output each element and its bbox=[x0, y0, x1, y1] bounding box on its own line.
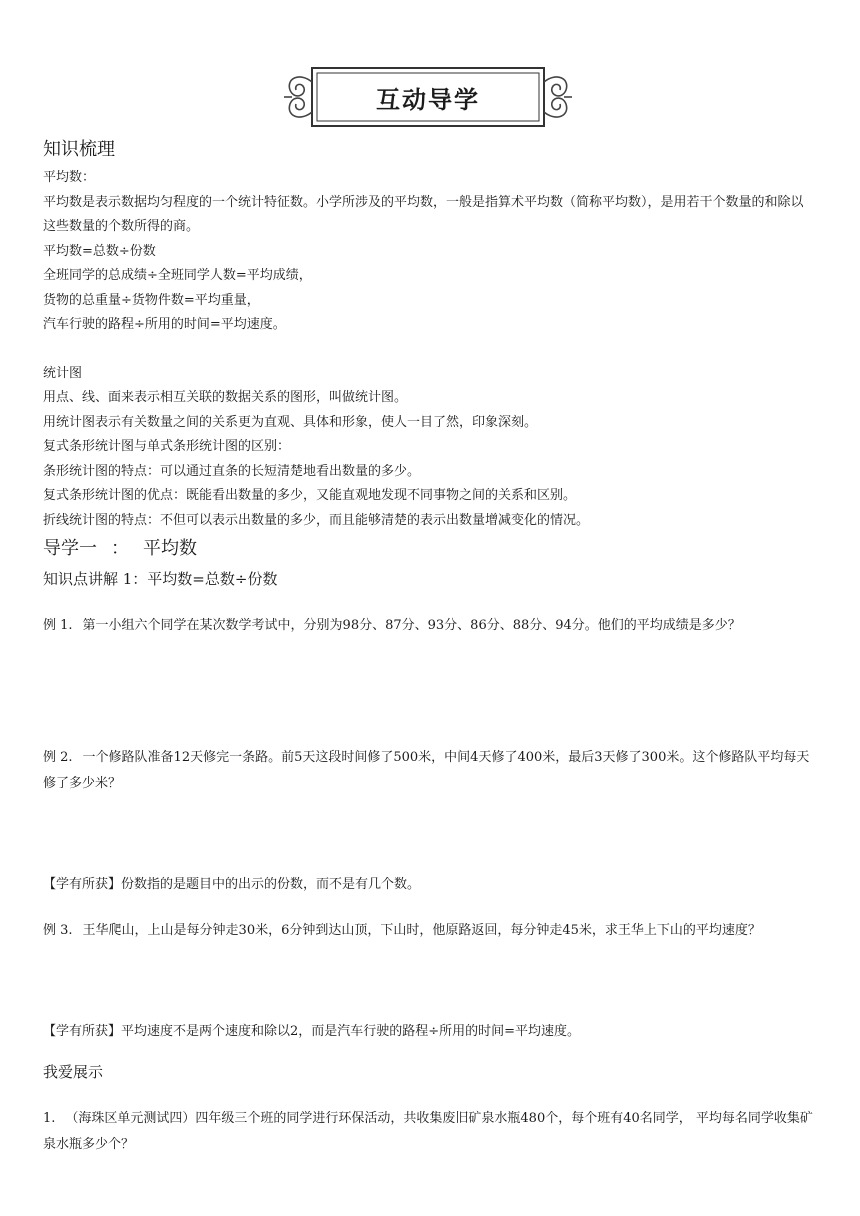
knowledge-line: 汽车行驶的路程÷所用的时间=平均速度。 bbox=[43, 317, 286, 332]
question-label: 1. bbox=[43, 1111, 56, 1126]
chart-line: 用统计图表示有关数量之间的关系更为直观、具体和形象，使人一目了然，印象深刻。 bbox=[43, 414, 538, 430]
example-2 bbox=[43, 745, 813, 797]
knowledge-point: 知识点讲解 1：平均数=总数÷份数 bbox=[43, 570, 278, 588]
guide-heading bbox=[43, 535, 813, 563]
knowledge-line: 平均数是表示数据均匀程度的一个统计特征数。小学所涉及的平均数，一般是指算术平均数（简称平均数），是用若干个数量的和除以这些数量的个数所得的商。 bbox=[43, 194, 804, 234]
example-text: 王华爬山，上山是每分钟走30米，6分钟到达山顶，下山时，他原路返回，每分钟走45米，求王华上下山的平均速度？ bbox=[82, 922, 761, 938]
answer-space bbox=[43, 639, 813, 725]
answer-space bbox=[43, 944, 813, 1014]
example-text: 第一小组六个同学在某次数学考试中，分别为98分、87分、93分、86分、88分、94分。他们的平均成绩是多少？ bbox=[82, 618, 741, 633]
knowledge-line: 货物的总重量÷货物件数=平均重量， bbox=[43, 292, 260, 308]
chart-line: 统计图 bbox=[43, 365, 83, 381]
chart-line: 用点、线、面来表示相互关联的数据关系的图形，叫做统计图。 bbox=[43, 390, 408, 405]
banner-title: 互动导学 bbox=[376, 86, 480, 114]
chart-line: 复式条形统计图的优点：既能看出数量的多少，又能直观地发现不同事物之间的关系和区别。 bbox=[43, 488, 577, 503]
example-label: 例 1. bbox=[43, 618, 73, 633]
section-banner bbox=[282, 62, 574, 132]
document-body bbox=[43, 136, 813, 1158]
guide-sep: ： bbox=[111, 538, 129, 559]
practice-question-1 bbox=[43, 1106, 813, 1158]
question-text: （海珠区单元测试四）四年级三个班的同学进行环保活动，共收集废旧矿泉水瓶480个，每个班有40名同学， 平均每名同学收集矿泉水瓶多少个？ bbox=[43, 1111, 813, 1152]
chart-line: 折线统计图的特点：不但可以表示出数量的多少，而且能够清楚的表示出数量增减变化的情况。 bbox=[43, 512, 590, 528]
example-1 bbox=[43, 613, 813, 639]
chart-line: 条形统计图的特点：可以通过直条的长短清楚地看出数量的多少。 bbox=[43, 463, 421, 479]
show-heading: 我爱展示 bbox=[43, 1063, 104, 1081]
takeaway-note: 【学有所获】平均速度不是两个速度和除以2，而是汽车行驶的路程÷所用的时间=平均速度。 bbox=[43, 1023, 581, 1039]
example-3 bbox=[43, 918, 813, 944]
knowledge-heading: 知识梳理 bbox=[43, 139, 115, 160]
spacer bbox=[43, 338, 813, 362]
knowledge-line: 平均数： bbox=[43, 170, 96, 185]
answer-space bbox=[43, 797, 813, 867]
guide-prefix: 导学一 bbox=[43, 538, 97, 559]
example-label: 例 3. bbox=[43, 922, 73, 938]
guide-title: 平均数 bbox=[143, 538, 197, 559]
example-label: 例 2. bbox=[43, 750, 73, 765]
chart-line: 复式条形统计图与单式条形统计图的区别： bbox=[43, 439, 291, 454]
knowledge-line: 全班同学的总成绩÷全班同学人数=平均成绩， bbox=[43, 268, 312, 283]
knowledge-line: 平均数=总数÷份数 bbox=[43, 243, 156, 259]
example-text: 一个修路队准备12天修完一条路。前5天这段时间修了500米，中间4天修了400米，最后3天修了300米。这个修路队平均每天修了多少米？ bbox=[43, 750, 810, 791]
takeaway-note: 【学有所获】份数指的是题目中的出示的份数，而不是有几个数。 bbox=[43, 877, 421, 892]
